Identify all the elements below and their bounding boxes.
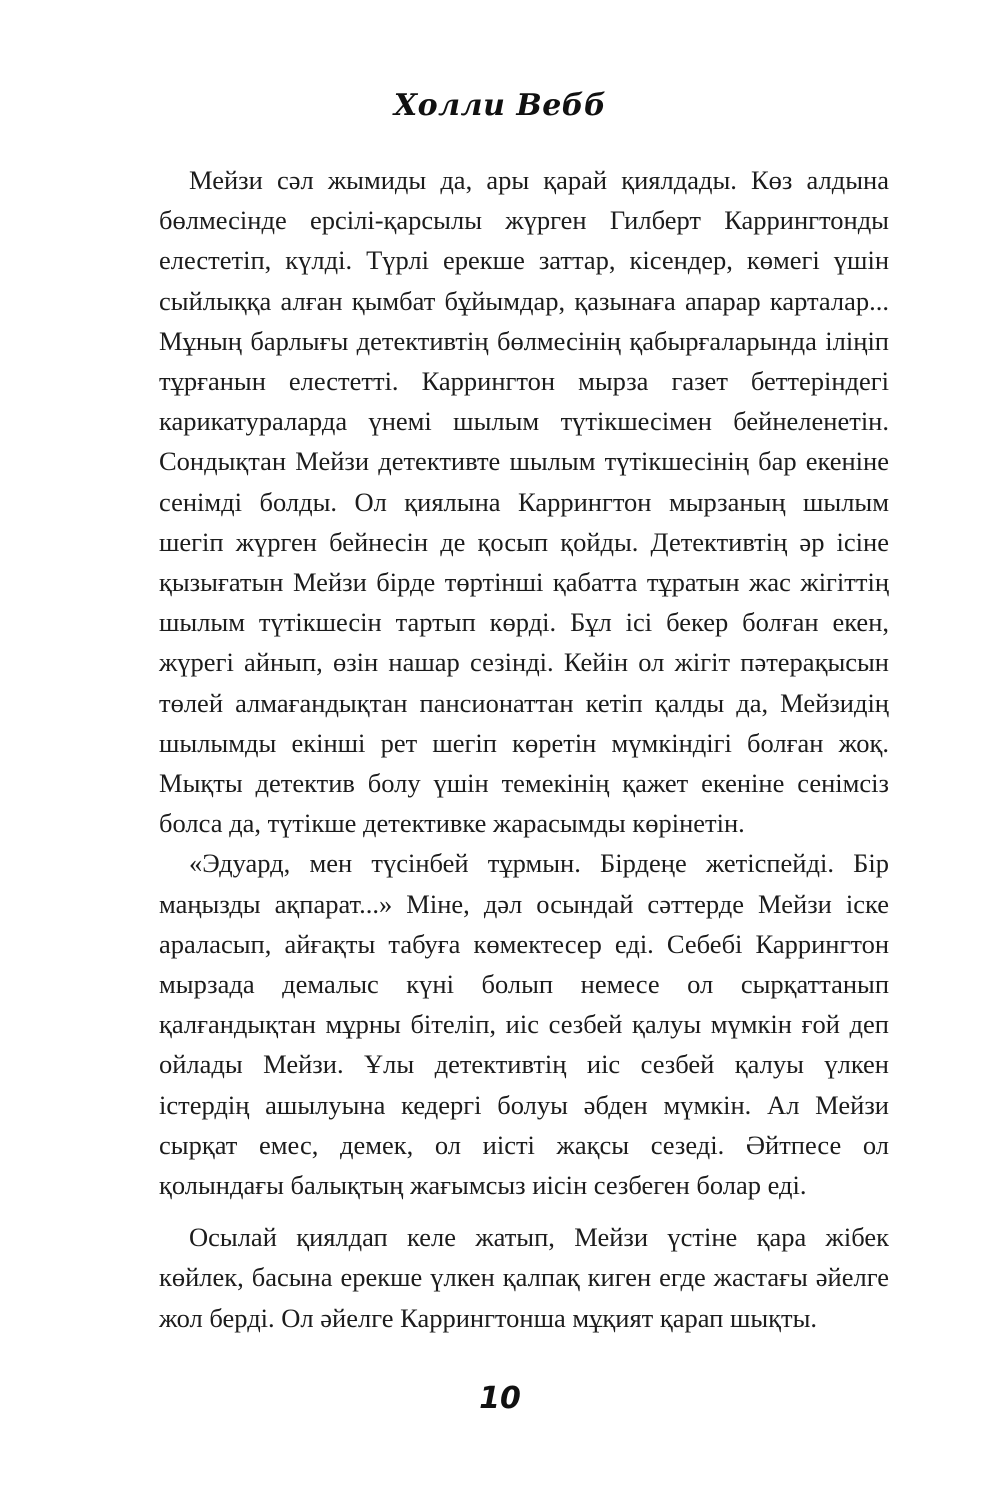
paragraph-3: Осылай қиялдап келе жатып, Мейзи үстіне қара жібек көйлек, басына ерекше үлкен қалпақ киген егде жастағы әйелге жол берді. Ол әйелге Каррингтонша мұқият қарап шықты.: [159, 1222, 889, 1333]
body-text: [159, 160, 889, 1338]
paragraph-2: «Эдуард, мен түсінбей тұрмын. Бірдеңе жетіспейді. Бір маңызды ақпарат...» Міне, дәл осындай сәттерде Мейзи іске араласып, айғақты табуға көмектесер еді. Себебі Каррингтон мырзада демалыс күні болып немесе ол сырқаттанып қалғандықтан мұрны бітеліп, иіс сезбей қалуы мүмкін ғой деп ойлады Мейзи. Ұлы детективтің иіс сезбей қалуы үлкен істердің ашылуына кедергі болуы әбден мүмкін. Ал Мейзи сырқат емес, демек, ол иісті жақсы сезеді. Әйтпесе ол қолындағы балықтың жағымсыз иісін сезбеген болар еді.: [159, 848, 889, 1201]
paragraph-1: Мейзи сәл жымиды да, ары қарай қиялдады. Көз алдына бөлмесінде ерсілі-қарсылы жүрген Гилберт Каррингтонды елестетіп, күлді. Түрлі ерекше заттар, кісендер, көмегі үшін сыйлыққа алған қымбат бұйымдар, қазынаға апарар карталар... Мұның барлығы детективтің бөлмесінің қабырғаларында іліңіп тұрғанын елестетті. Каррингтон мырза газет беттеріндегі карикатураларда үнемі шылым түтікшесімен бейнеленетін. Сондықтан Мейзи детективте шылым түтікшесінің бар екеніне сенімді болды. Ол қиялына Каррингтон мырзаның шылым шегіп жүрген бейнесін де қосып қойды. Детективтің әр ісіне қызығатын Мейзи бірде төртінші қабатта тұратын жас жігіттің шылым түтікшесін тартып көрді. Бұл ісі бекер болған екен, жүрегі айнып, өзін нашар сезінді. Кейін ол жігіт пәтерақысын төлей алмағандықтан пансионаттан кетіп қалды да, Мейзидің шылымды екінші рет шегіп көретін мүмкіндігі болған жоқ. Мықты детектив болу үшін темекінің қажет екеніне сенімсіз болса да, түтікше детективке жарасымды көрінетін.: [159, 165, 889, 839]
running-header-author: Холли Вебб: [393, 88, 607, 123]
page-number: 10: [479, 1381, 521, 1416]
